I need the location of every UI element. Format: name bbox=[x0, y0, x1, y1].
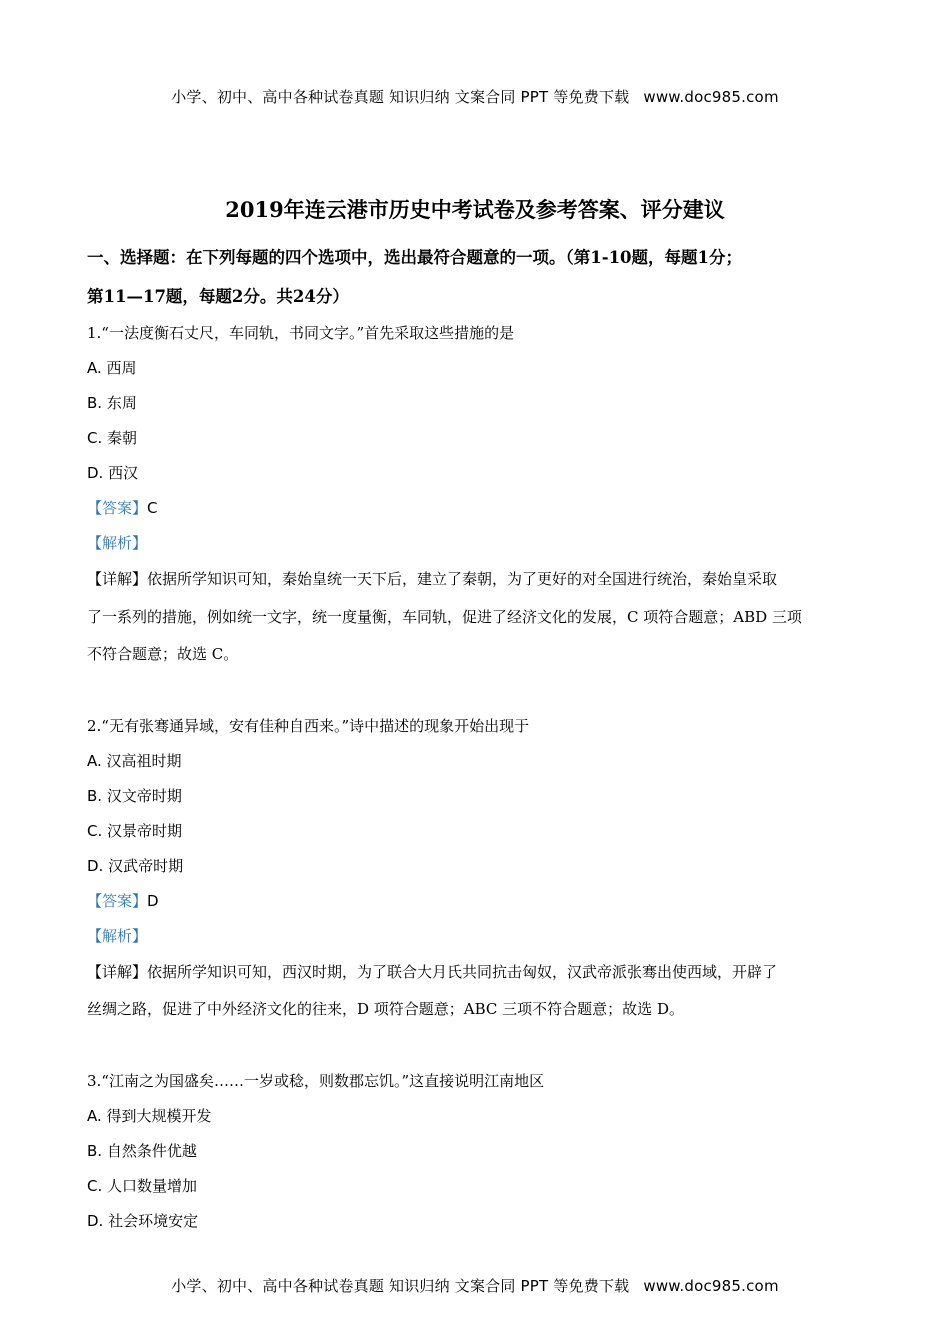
option-letter: B. bbox=[87, 394, 103, 412]
detail-text: 依据所学知识可知，西汉时期，为了联合大月氏共同抗击匈奴，汉武帝派张骞出使西域，开辟了 bbox=[147, 962, 778, 981]
option-text: 汉武帝时期 bbox=[108, 856, 184, 875]
detail-paragraph bbox=[87, 561, 867, 674]
answer-label: 【答案】 bbox=[87, 499, 148, 517]
option-text: 秦朝 bbox=[107, 429, 138, 447]
option-letter: D. bbox=[87, 856, 104, 875]
option-text: 汉高祖时期 bbox=[106, 751, 182, 770]
option-text: 西周 bbox=[106, 359, 137, 377]
spacer bbox=[87, 674, 867, 709]
question-1 bbox=[87, 316, 867, 674]
spacer bbox=[87, 1029, 867, 1064]
detail-label: 【详解】 bbox=[87, 570, 148, 588]
option-text: 人口数量增加 bbox=[107, 1176, 198, 1195]
question-stem: 3.“江南之为国盛矣……一岁或稔，则数郡忘饥。”这直接说明江南地区 bbox=[87, 1071, 545, 1090]
option-letter: C. bbox=[87, 1176, 103, 1195]
detail-line: 了一系列的措施，例如统一文字，统一度量衡，车同轨，促进了经济文化的发展，C 项符合题意；ABD 三项 bbox=[87, 607, 802, 626]
answer-label: 【答案】 bbox=[87, 891, 148, 910]
detail-paragraph bbox=[87, 954, 867, 1029]
option-d bbox=[87, 1204, 867, 1239]
option-a bbox=[87, 744, 867, 779]
option-b bbox=[87, 386, 867, 421]
option-text: 社会环境安定 bbox=[108, 1211, 199, 1230]
header-text: 小学、初中、高中各种试卷真题 知识归纳 文案合同 PPT 等免费下载 bbox=[171, 88, 630, 106]
document-title: 2019年连云港市历史中考试卷及参考答案、评分建议 bbox=[225, 197, 725, 222]
option-c bbox=[87, 421, 867, 456]
option-letter: D. bbox=[87, 1211, 104, 1230]
section-heading-line-2: 第11—17题，每题2分。共24分） bbox=[87, 287, 349, 306]
question-stem: 2.“无有张骞通异域，安有佳种自西来。”诗中描述的现象开始出现于 bbox=[87, 716, 530, 735]
section-heading-line-1: 一、选择题：在下列每题的四个选项中，选出最符合题意的一项。（第1-10题，每题1分； bbox=[87, 248, 743, 267]
option-c bbox=[87, 1169, 867, 1204]
question-3 bbox=[87, 1064, 867, 1239]
option-letter: B. bbox=[87, 786, 103, 805]
option-text: 自然条件优越 bbox=[106, 1141, 197, 1160]
option-text: 东周 bbox=[106, 394, 137, 412]
option-letter: A. bbox=[87, 1106, 102, 1125]
detail-line bbox=[87, 954, 867, 992]
option-c bbox=[87, 814, 867, 849]
detail-text: 依据所学知识可知，秦始皇统一天下后，建立了秦朝，为了更好的对全国进行统治，秦始皇采取 bbox=[147, 570, 778, 588]
option-text: 汉文帝时期 bbox=[106, 786, 182, 805]
header-site-link[interactable]: www.doc985.com bbox=[643, 88, 779, 106]
document-body bbox=[87, 238, 867, 1239]
option-text: 西汉 bbox=[108, 464, 139, 482]
page-footer bbox=[0, 1275, 950, 1296]
option-letter: B. bbox=[87, 1141, 103, 1160]
page-header bbox=[0, 86, 950, 107]
footer-site-link[interactable]: www.doc985.com bbox=[643, 1277, 779, 1295]
detail-line: 丝绸之路，促进了中外经济文化的往来，D 项符合题意；ABC 三项不符合题意；故选 D。 bbox=[87, 1000, 684, 1018]
detail-label: 【详解】 bbox=[87, 962, 148, 981]
option-d bbox=[87, 456, 867, 491]
detail-line: 不符合题意；故选 C。 bbox=[87, 645, 239, 663]
option-letter: A. bbox=[87, 359, 102, 377]
option-d bbox=[87, 849, 867, 884]
answer-line bbox=[87, 884, 867, 919]
question-2 bbox=[87, 709, 867, 1029]
option-text: 汉景帝时期 bbox=[107, 821, 183, 840]
footer-text: 小学、初中、高中各种试卷真题 知识归纳 文案合同 PPT 等免费下载 bbox=[171, 1277, 630, 1295]
option-b bbox=[87, 779, 867, 814]
detail-line bbox=[87, 561, 867, 599]
answer-value: C bbox=[147, 499, 158, 517]
answer-line bbox=[87, 491, 867, 526]
analysis-label: 【解析】 bbox=[87, 534, 148, 552]
option-text: 得到大规模开发 bbox=[106, 1106, 212, 1125]
answer-value: D bbox=[147, 891, 159, 910]
option-letter: D. bbox=[87, 464, 104, 482]
option-b bbox=[87, 1134, 867, 1169]
option-letter: C. bbox=[87, 429, 103, 447]
option-letter: A. bbox=[87, 751, 102, 770]
analysis-label: 【解析】 bbox=[87, 926, 148, 945]
option-a bbox=[87, 1099, 867, 1134]
question-stem: 1.“一法度衡石丈尺，车同轨，书同文字。”首先采取这些措施的是 bbox=[87, 324, 515, 342]
option-letter: C. bbox=[87, 821, 103, 840]
option-a bbox=[87, 351, 867, 386]
